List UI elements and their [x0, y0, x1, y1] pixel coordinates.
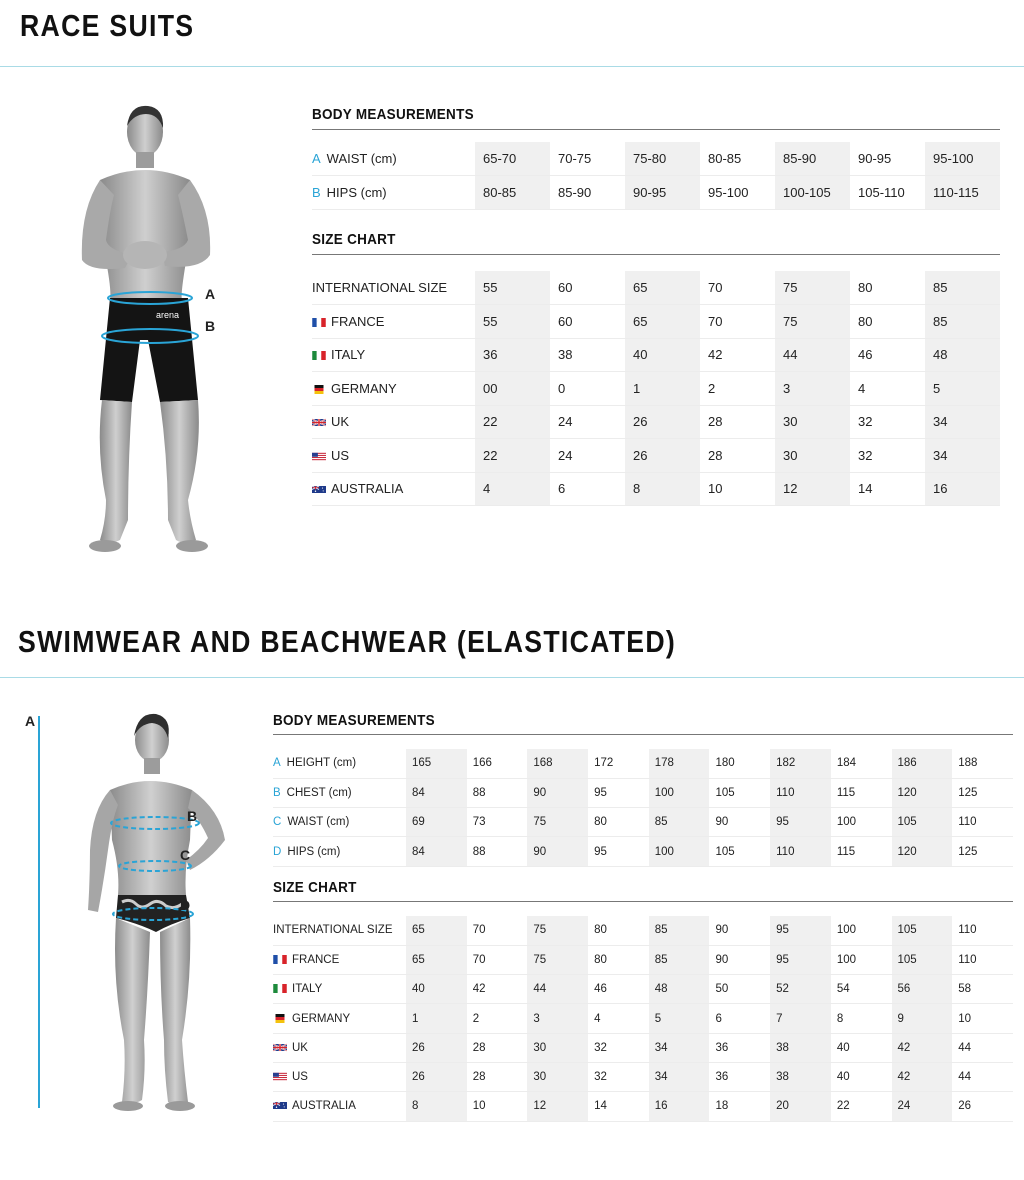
table-cell: 115	[831, 837, 892, 866]
row-label-cell	[312, 372, 475, 406]
table-cell: 42	[892, 1033, 953, 1062]
table-cell: 1	[406, 1004, 467, 1033]
table-cell: 120	[892, 778, 953, 807]
table-cell: 65	[406, 916, 467, 945]
race-suit-model-figure	[70, 100, 240, 570]
table-cell: 75	[527, 916, 588, 945]
table-cell: 88	[467, 837, 528, 866]
size-chart-heading: SIZE CHART	[273, 879, 357, 896]
row-label: US	[292, 1071, 308, 1084]
table-cell: 12	[775, 472, 850, 506]
row-label-cell	[312, 271, 475, 305]
row-label: HIPS (cm)	[287, 845, 341, 858]
table-cell: 38	[770, 1062, 831, 1091]
race-suit-model-illustration	[70, 100, 240, 570]
table-cell: 95-100	[925, 142, 1000, 176]
figure-label-a: A	[25, 713, 36, 729]
row-label-cell	[273, 1092, 406, 1121]
table-cell: 38	[550, 338, 625, 372]
table-row	[273, 808, 1013, 837]
table-cell: 90	[709, 945, 770, 974]
table-cell: 40	[406, 975, 467, 1004]
figure-label-c: C	[180, 847, 191, 863]
table-cell: 80	[588, 945, 649, 974]
table-cell: 32	[588, 1033, 649, 1062]
table-cell: 165	[406, 749, 467, 778]
table-cell: 75-80	[625, 142, 700, 176]
measurement-letter: D	[273, 845, 282, 858]
table-cell: 7	[770, 1004, 831, 1033]
row-label: ITALY	[292, 983, 323, 996]
table-cell: 34	[649, 1062, 710, 1091]
table-cell: 80	[588, 916, 649, 945]
table-cell: 3	[527, 1004, 588, 1033]
table-cell: 16	[925, 472, 1000, 506]
table-cell: 73	[467, 808, 528, 837]
table-cell: 44	[527, 975, 588, 1004]
row-label: HEIGHT (cm)	[286, 757, 357, 770]
table-row	[312, 338, 1000, 372]
row-label: HIPS (cm)	[326, 184, 387, 200]
table-cell: 5	[925, 372, 1000, 406]
table-cell: 14	[588, 1092, 649, 1121]
race-suits-divider	[0, 66, 1024, 67]
table-cell: 180	[709, 749, 770, 778]
de-flag-icon	[312, 381, 331, 396]
table-cell: 4	[475, 472, 550, 506]
table-cell: 168	[527, 749, 588, 778]
table-cell: 65	[406, 945, 467, 974]
table-cell: 5	[649, 1004, 710, 1033]
table-cell: 30	[527, 1033, 588, 1062]
table-cell: 46	[850, 338, 925, 372]
table-cell: 28	[700, 439, 775, 473]
table-cell: 100	[649, 778, 710, 807]
measurement-letter: A	[273, 757, 281, 770]
table-cell: 85-90	[775, 142, 850, 176]
table-cell: 50	[709, 975, 770, 1004]
table-cell: 44	[775, 338, 850, 372]
uk-flag-icon	[273, 1042, 292, 1054]
table-cell: 85-90	[550, 176, 625, 210]
row-label-cell	[312, 439, 475, 473]
table-cell: 10	[700, 472, 775, 506]
table-cell: 3	[775, 372, 850, 406]
table-row	[312, 405, 1000, 439]
table-cell: 42	[467, 975, 528, 1004]
table-cell: 110	[952, 916, 1013, 945]
table-cell: 28	[467, 1033, 528, 1062]
table-cell: 75	[527, 808, 588, 837]
table-cell: 38	[770, 1033, 831, 1062]
table-cell: 70	[467, 945, 528, 974]
table-row	[273, 1092, 1013, 1121]
row-label-cell	[273, 749, 406, 778]
us-flag-icon	[312, 448, 331, 463]
row-label: INTERNATIONAL SIZE	[312, 280, 448, 295]
table-cell: 178	[649, 749, 710, 778]
row-label: AUSTRALIA	[292, 1100, 356, 1113]
swimwear-title: SWIMWEAR AND BEACHWEAR (ELASTICATED)	[18, 624, 677, 659]
table-cell: 34	[649, 1033, 710, 1062]
table-cell: 85	[925, 271, 1000, 305]
table-cell: 30	[527, 1062, 588, 1091]
table-cell: 26	[625, 439, 700, 473]
table-cell: 36	[709, 1062, 770, 1091]
table-cell: 28	[467, 1062, 528, 1091]
table-cell: 90	[709, 808, 770, 837]
svg-text:arena: arena	[156, 310, 180, 320]
table-row	[312, 142, 1000, 176]
table-cell: 34	[925, 405, 1000, 439]
table-cell: 105	[892, 945, 953, 974]
table-row	[273, 837, 1013, 866]
table-cell: 52	[770, 975, 831, 1004]
it-flag-icon	[273, 983, 292, 995]
table-row	[312, 472, 1000, 506]
table-cell: 24	[550, 439, 625, 473]
table-row	[273, 975, 1013, 1004]
table-cell: 48	[925, 338, 1000, 372]
table-cell: 65	[625, 305, 700, 339]
table-cell: 69	[406, 808, 467, 837]
table-cell: 14	[850, 472, 925, 506]
swimwear-size-chart-table	[273, 916, 1013, 1122]
heading-underline	[273, 734, 1013, 735]
table-cell: 4	[850, 372, 925, 406]
table-row	[312, 271, 1000, 305]
table-cell: 2	[467, 1004, 528, 1033]
heading-underline	[312, 254, 1000, 255]
table-cell: 32	[850, 405, 925, 439]
table-row	[273, 1033, 1013, 1062]
row-label-cell	[273, 975, 406, 1004]
table-cell: 60	[550, 305, 625, 339]
row-label-cell	[273, 1062, 406, 1091]
table-cell: 2	[700, 372, 775, 406]
table-cell: 100	[649, 837, 710, 866]
table-cell: 80	[588, 808, 649, 837]
row-label: WAIST (cm)	[326, 151, 397, 166]
table-cell: 60	[550, 271, 625, 305]
table-cell: 34	[925, 439, 1000, 473]
table-cell: 182	[770, 749, 831, 778]
row-label: FRANCE	[331, 313, 385, 329]
measurement-letter: A	[312, 151, 321, 166]
row-label: INTERNATIONAL SIZE	[273, 924, 393, 937]
au-flag-icon	[273, 1100, 292, 1112]
table-cell: 75	[775, 271, 850, 305]
row-label-cell	[273, 916, 406, 945]
measurement-letter: B	[273, 786, 281, 799]
table-cell: 4	[588, 1004, 649, 1033]
measurement-letter: B	[312, 184, 321, 200]
table-cell: 22	[831, 1092, 892, 1121]
table-row	[273, 778, 1013, 807]
table-cell: 12	[527, 1092, 588, 1121]
uk-flag-icon	[312, 414, 331, 429]
table-cell: 95	[588, 837, 649, 866]
it-flag-icon	[312, 347, 331, 362]
row-label-cell	[312, 176, 475, 210]
table-cell: 90	[527, 778, 588, 807]
table-cell: 46	[588, 975, 649, 1004]
table-cell: 65-70	[475, 142, 550, 176]
table-cell: 85	[649, 916, 710, 945]
row-label-cell	[273, 1004, 406, 1033]
table-cell: 32	[588, 1062, 649, 1091]
table-cell: 125	[952, 778, 1013, 807]
row-label-cell	[273, 945, 406, 974]
table-cell: 100	[831, 808, 892, 837]
table-cell: 95	[770, 916, 831, 945]
table-cell: 166	[467, 749, 528, 778]
table-cell: 95	[770, 945, 831, 974]
table-cell: 32	[850, 439, 925, 473]
race-size-chart-table	[312, 271, 1000, 506]
table-cell: 56	[892, 975, 953, 1004]
row-label: WAIST (cm)	[287, 816, 350, 829]
table-cell: 172	[588, 749, 649, 778]
table-cell: 188	[952, 749, 1013, 778]
table-cell: 48	[649, 975, 710, 1004]
heading-underline	[312, 129, 1000, 130]
table-cell: 80-85	[700, 142, 775, 176]
row-label-cell	[273, 808, 406, 837]
table-cell: 70	[700, 305, 775, 339]
row-label: GERMANY	[292, 1012, 351, 1025]
table-row	[312, 439, 1000, 473]
table-cell: 6	[709, 1004, 770, 1033]
row-label-cell	[312, 142, 475, 176]
table-cell: 75	[775, 305, 850, 339]
table-cell: 100-105	[775, 176, 850, 210]
table-cell: 30	[775, 439, 850, 473]
table-cell: 105	[709, 778, 770, 807]
table-cell: 90	[709, 916, 770, 945]
table-cell: 10	[952, 1004, 1013, 1033]
race-body-measurements	[312, 104, 1000, 210]
table-row	[273, 1062, 1013, 1091]
swimwear-model-illustration	[60, 710, 240, 1115]
table-cell: 110	[952, 945, 1013, 974]
table-cell: 40	[831, 1062, 892, 1091]
row-label: US	[331, 447, 350, 463]
row-label: GERMANY	[331, 380, 397, 396]
table-cell: 84	[406, 778, 467, 807]
us-flag-icon	[273, 1071, 292, 1083]
table-cell: 24	[892, 1092, 953, 1121]
row-label-cell	[312, 405, 475, 439]
table-cell: 90-95	[850, 142, 925, 176]
table-row	[273, 749, 1013, 778]
swimwear-size-chart	[273, 877, 1013, 1122]
fr-flag-icon	[312, 314, 331, 329]
swimwear-body-measurements-table	[273, 749, 1013, 867]
table-cell: 8	[406, 1092, 467, 1121]
table-cell: 26	[952, 1092, 1013, 1121]
table-cell: 80	[850, 271, 925, 305]
row-label-cell	[273, 837, 406, 866]
table-cell: 90	[527, 837, 588, 866]
body-measurements-heading: BODY MEASUREMENTS	[273, 712, 435, 729]
table-row	[312, 176, 1000, 210]
table-cell: 26	[625, 405, 700, 439]
table-cell: 95	[588, 778, 649, 807]
row-label: AUSTRALIA	[331, 481, 404, 497]
table-cell: 44	[952, 1062, 1013, 1091]
table-cell: 54	[831, 975, 892, 1004]
table-cell: 85	[649, 808, 710, 837]
figure-label-b: B	[205, 318, 216, 334]
table-cell: 100	[831, 916, 892, 945]
table-cell: 26	[406, 1033, 467, 1062]
table-cell: 85	[925, 305, 1000, 339]
row-label: UK	[331, 414, 350, 430]
table-cell: 26	[406, 1062, 467, 1091]
table-cell: 110	[770, 778, 831, 807]
race-suits-title: RACE SUITS	[20, 8, 195, 43]
table-cell: 80	[850, 305, 925, 339]
table-cell: 125	[952, 837, 1013, 866]
table-cell: 55	[475, 271, 550, 305]
au-flag-icon	[312, 481, 331, 496]
race-body-measurements-table	[312, 142, 1000, 210]
table-cell: 28	[700, 405, 775, 439]
table-cell: 88	[467, 778, 528, 807]
table-cell: 100	[831, 945, 892, 974]
table-cell: 95-100	[700, 176, 775, 210]
table-row	[273, 1004, 1013, 1033]
race-size-chart	[312, 229, 1000, 506]
table-cell: 70-75	[550, 142, 625, 176]
table-cell: 84	[406, 837, 467, 866]
swimwear-model-figure	[20, 708, 240, 1118]
table-cell: 22	[475, 439, 550, 473]
table-cell: 8	[831, 1004, 892, 1033]
table-cell: 95	[770, 808, 831, 837]
table-cell: 120	[892, 837, 953, 866]
table-cell: 70	[700, 271, 775, 305]
table-cell: 10	[467, 1092, 528, 1121]
table-cell: 40	[831, 1033, 892, 1062]
swimwear-divider	[0, 677, 1024, 678]
table-cell: 85	[649, 945, 710, 974]
table-cell: 9	[892, 1004, 953, 1033]
table-cell: 70	[467, 916, 528, 945]
table-cell: 24	[550, 405, 625, 439]
swimwear-body-measurements	[273, 710, 1013, 867]
table-cell: 184	[831, 749, 892, 778]
table-cell: 65	[625, 271, 700, 305]
table-row	[312, 372, 1000, 406]
row-label-cell	[312, 472, 475, 506]
table-cell: 36	[475, 338, 550, 372]
table-cell: 110	[952, 808, 1013, 837]
figure-label-a: A	[205, 286, 216, 302]
de-flag-icon	[273, 1013, 292, 1025]
body-measurements-heading: BODY MEASUREMENTS	[312, 106, 474, 123]
table-cell: 0	[550, 372, 625, 406]
table-cell: 20	[770, 1092, 831, 1121]
size-chart-heading: SIZE CHART	[312, 231, 396, 248]
table-row	[273, 916, 1013, 945]
figure-label-d: D	[180, 897, 191, 913]
table-row	[273, 945, 1013, 974]
row-label: UK	[292, 1041, 308, 1054]
height-measure-line	[38, 716, 40, 1108]
figure-label-b: B	[187, 808, 198, 824]
table-cell: 18	[709, 1092, 770, 1121]
table-cell: 110-115	[925, 176, 1000, 210]
table-cell: 8	[625, 472, 700, 506]
table-cell: 42	[892, 1062, 953, 1091]
table-cell: 110	[770, 837, 831, 866]
table-cell: 30	[775, 405, 850, 439]
table-cell: 90-95	[625, 176, 700, 210]
table-cell: 186	[892, 749, 953, 778]
table-cell: 80-85	[475, 176, 550, 210]
table-cell: 115	[831, 778, 892, 807]
table-cell: 1	[625, 372, 700, 406]
row-label-cell	[312, 338, 475, 372]
table-cell: 16	[649, 1092, 710, 1121]
heading-underline	[273, 901, 1013, 902]
table-cell: 40	[625, 338, 700, 372]
table-cell: 75	[527, 945, 588, 974]
row-label: CHEST (cm)	[286, 786, 352, 799]
row-label-cell	[273, 778, 406, 807]
measurement-letter: C	[273, 816, 282, 829]
table-row	[312, 305, 1000, 339]
table-cell: 36	[709, 1033, 770, 1062]
table-cell: 58	[952, 975, 1013, 1004]
row-label: ITALY	[331, 347, 366, 363]
table-cell: 105-110	[850, 176, 925, 210]
table-cell: 44	[952, 1033, 1013, 1062]
table-cell: 22	[475, 405, 550, 439]
table-cell: 105	[892, 808, 953, 837]
table-cell: 105	[892, 916, 953, 945]
row-label-cell	[312, 305, 475, 339]
fr-flag-icon	[273, 954, 292, 966]
table-cell: 55	[475, 305, 550, 339]
table-cell: 00	[475, 372, 550, 406]
row-label-cell	[273, 1033, 406, 1062]
table-cell: 105	[709, 837, 770, 866]
row-label: FRANCE	[292, 953, 340, 966]
table-cell: 42	[700, 338, 775, 372]
table-cell: 6	[550, 472, 625, 506]
